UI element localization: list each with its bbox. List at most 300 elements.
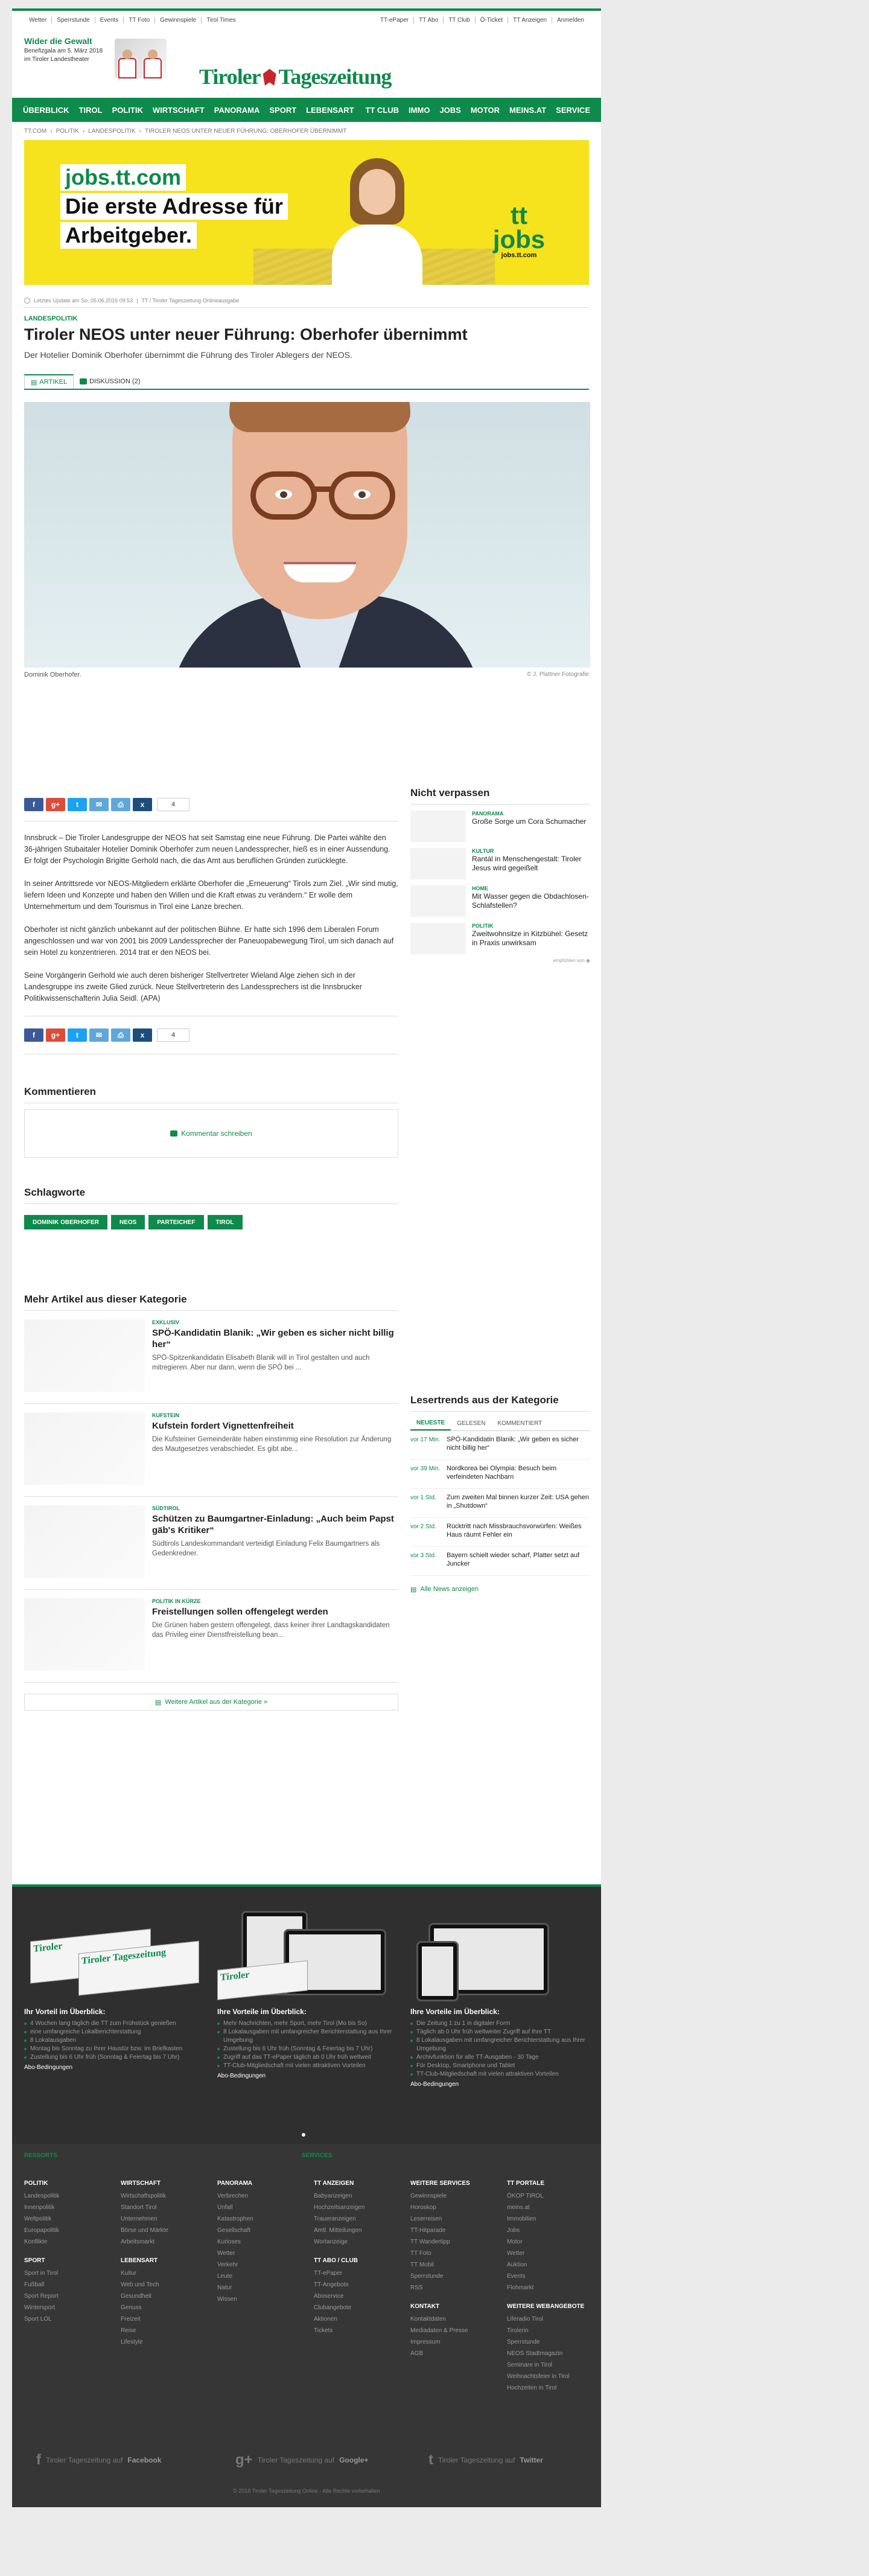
footer-link[interactable]: Unternehmen bbox=[121, 2216, 158, 2222]
footer-group-title[interactable]: TT PORTALE bbox=[507, 2180, 545, 2187]
main-nav-item[interactable]: TT CLUB bbox=[365, 105, 399, 115]
image-caption: Dominik Oberhofer. bbox=[24, 671, 81, 678]
footer-link[interactable]: Amtl. Mitteilungen bbox=[314, 2227, 362, 2234]
dont-miss-item[interactable] bbox=[410, 882, 590, 919]
footer-group-gap bbox=[24, 2248, 115, 2257]
jobs-banner-ad[interactable] bbox=[24, 140, 589, 285]
main-nav-right bbox=[360, 106, 595, 115]
dont-miss-item[interactable] bbox=[410, 844, 590, 882]
footer-link[interactable]: Jobs bbox=[507, 2227, 520, 2234]
more-article-content bbox=[152, 1412, 398, 1488]
promo-benefit: Montag bis Sonntag zu Ihrer Haustür bzw. im Briefkasten bbox=[24, 2045, 205, 2053]
recommended-by-label: empfohlen von bbox=[553, 958, 585, 963]
dont-miss-kicker: POLITIK bbox=[472, 923, 494, 929]
header-promo[interactable] bbox=[24, 36, 169, 92]
write-comment-button[interactable] bbox=[24, 1109, 398, 1158]
googleplus-share-button[interactable]: g+ bbox=[46, 798, 65, 811]
footer-link[interactable]: Babyanzeigen bbox=[314, 2193, 352, 2199]
footer-link[interactable]: meins.at bbox=[507, 2204, 530, 2211]
footer-column bbox=[410, 2180, 501, 2359]
footer-link[interactable]: Verkehr bbox=[217, 2262, 238, 2268]
main-nav-item[interactable]: ÜBERBLICK bbox=[23, 105, 69, 115]
more-article-kicker: POLITIK IN KÜRZE bbox=[152, 1598, 201, 1604]
footer-column bbox=[121, 2180, 211, 2348]
image-credit: © J. Plattner Fotografie bbox=[527, 671, 589, 678]
promo-benefit: Archivfunktion für alle TT-Ausgaben - 30 Tage bbox=[410, 2053, 591, 2062]
footer-group-gap bbox=[121, 2248, 211, 2257]
facebook-icon: f bbox=[36, 2452, 41, 2468]
email-share-button[interactable]: ✉ bbox=[89, 798, 109, 811]
page-container bbox=[12, 8, 601, 2507]
hero-glasses-bridge bbox=[315, 486, 331, 492]
article-kicker[interactable]: LANDESPOLITIK bbox=[24, 315, 78, 322]
dont-miss-item[interactable] bbox=[410, 919, 590, 957]
dont-miss-title: Nicht verpassen bbox=[410, 787, 590, 805]
topbar-link[interactable]: TT Abo bbox=[414, 17, 444, 24]
footer-group-title[interactable]: WEITERE SERVICES bbox=[410, 2180, 470, 2187]
dont-miss-content bbox=[472, 848, 590, 878]
footer-link[interactable]: Wetter bbox=[217, 2250, 235, 2257]
main-nav-item[interactable]: SERVICE bbox=[556, 105, 590, 115]
footer-link[interactable]: Flohmarkt bbox=[507, 2284, 534, 2291]
footer-link[interactable]: TT-Angebote bbox=[314, 2281, 349, 2288]
site-footer bbox=[12, 2144, 601, 2507]
footer-link[interactable]: TT Foto bbox=[410, 2250, 431, 2257]
dont-miss-thumbnail[interactable] bbox=[410, 885, 466, 917]
social-prefix: Tiroler Tageszeitung auf bbox=[257, 2456, 335, 2464]
tab-discussion-label: DISKUSSION (2) bbox=[89, 378, 141, 385]
footer-link[interactable]: Tirolerin bbox=[507, 2327, 529, 2334]
footer-link[interactable]: Weihnachtsfeier in Tirol bbox=[507, 2373, 570, 2380]
trends-item[interactable] bbox=[410, 1518, 590, 1547]
footer-link[interactable]: Natur bbox=[217, 2284, 232, 2291]
topbar-link[interactable]: Gewinnspiele bbox=[155, 17, 202, 24]
footer-link[interactable]: Hochzeitsanzeigen bbox=[314, 2204, 365, 2211]
footer-group-gap bbox=[507, 2294, 597, 2303]
promo-title: Wider die Gewalt bbox=[24, 36, 92, 46]
article-hero-image[interactable] bbox=[24, 402, 590, 668]
last-updated: Letztes Update am So, 05.06.2016 09:53 bbox=[34, 297, 133, 304]
tt-jobs-logo bbox=[483, 203, 555, 259]
footer-group-gap bbox=[314, 2248, 404, 2257]
article-paragraph: Seine Vorgängerin Gerhold wie auch deren bisheriger Stellvertreter Wieland Alge ziehen sich in der Landesgruppe ins zweite Glied zurück. Neue Stellvertreterin des Landessprechers ist die Innsbrucker Politikwissenschafterin Julia Seidl. (APA) bbox=[24, 971, 363, 1003]
dont-miss-thumbnail[interactable] bbox=[410, 811, 466, 842]
footer-link[interactable]: Kultur bbox=[121, 2270, 137, 2277]
article-paragraph: Innsbruck – Die Tiroler Landesgruppe der NEOS hat seit Samstag eine neue Führung. Die Partei wählte den 36-jährigen Stubaitaler Hotelier Dominik Oberhofer zum neuen Landessprecher, hieß es in einer Aussendung. Er folgt der Psychologin Brigitte Gerhold nach, die das Amt aus beruflichen Gründen zurücklegte. bbox=[24, 834, 390, 865]
article-body bbox=[24, 832, 398, 1004]
topbar-link[interactable]: TT Anzeigen bbox=[508, 17, 552, 24]
footer-link[interactable]: Freizeit bbox=[121, 2316, 141, 2323]
breadcrumb-item[interactable]: TT.COM bbox=[24, 127, 47, 135]
footer-link[interactable]: Börse und Märkte bbox=[121, 2227, 168, 2234]
dont-miss-content bbox=[472, 923, 590, 953]
trends-time: vor 3 Std. bbox=[410, 1552, 436, 1559]
abo-conditions-link[interactable]: Abo-Bedingungen bbox=[410, 2081, 459, 2088]
main-nav-item[interactable]: JOBS bbox=[439, 105, 461, 115]
footer-link[interactable]: Wetter bbox=[507, 2250, 525, 2257]
footer-link[interactable]: Tickets bbox=[314, 2327, 333, 2334]
footer-link[interactable]: Lifestyle bbox=[121, 2339, 143, 2345]
footer-group-title[interactable]: PANORAMA bbox=[217, 2180, 253, 2187]
promo-col-benefits bbox=[24, 2020, 205, 2062]
logo-right-text: Tageszeitung bbox=[278, 65, 392, 89]
dont-miss-title[interactable]: Große Sorge um Cora Schumacher bbox=[472, 817, 587, 826]
promo-benefit: eine umfangreiche Lokalberichterstattung bbox=[24, 2028, 205, 2036]
more-article-title[interactable]: Freistellungen sollen offengelegt werden bbox=[152, 1607, 328, 1617]
footer-link[interactable]: TT-Hitparade bbox=[410, 2227, 446, 2234]
social-prefix: Tiroler Tageszeitung auf bbox=[438, 2456, 515, 2464]
footer-link[interactable]: Landespolitik bbox=[24, 2193, 60, 2199]
banner-line-2: Die erste Adresse für bbox=[60, 193, 288, 220]
trends-item[interactable] bbox=[410, 1431, 590, 1460]
promo-col-title: Ihr Vorteil im Überblick: bbox=[24, 2007, 106, 2016]
breadcrumb-item[interactable]: LANDESPOLITIK bbox=[88, 127, 136, 135]
footer-link[interactable]: Sperrstunde bbox=[507, 2339, 540, 2345]
abo-conditions-link[interactable]: Abo-Bedingungen bbox=[217, 2073, 266, 2079]
tag-chip[interactable]: NEOS bbox=[111, 1215, 145, 1229]
more-article-teaser: Die Grünen haben gestern offengelegt, dass keiner ihrer Landtagskandidaten das Privileg einer Dienstfreistellung bean... bbox=[152, 1622, 390, 1639]
dont-miss-thumbnail[interactable] bbox=[410, 848, 466, 879]
trends-headline[interactable]: Rücktritt nach Missbrauchsvorwürfen: Weißes Haus räumt Fehler ein bbox=[447, 1523, 582, 1538]
twitter-icon: t bbox=[428, 2452, 433, 2468]
footer-link[interactable]: Clubangebote bbox=[314, 2304, 352, 2311]
print-button[interactable]: ⎙ bbox=[111, 1028, 130, 1042]
main-nav-item[interactable]: IMMO bbox=[409, 105, 430, 115]
reader-trends-list bbox=[410, 1431, 590, 1576]
footer-link[interactable]: Leserreisen bbox=[410, 2216, 442, 2222]
topbar-link[interactable]: TT-ePaper bbox=[375, 17, 414, 24]
facebook-share-button[interactable]: f bbox=[24, 1028, 43, 1042]
footer-link[interactable]: Mediadaten & Presse bbox=[410, 2327, 468, 2334]
email-share-button[interactable]: ✉ bbox=[89, 1028, 109, 1042]
breadcrumb-separator-icon: › bbox=[50, 127, 53, 135]
dont-miss-title[interactable]: Rantál in Menschengestalt: Tiroler Jesus wird gegeißelt bbox=[472, 855, 582, 872]
dont-miss-section bbox=[410, 787, 590, 963]
more-article-item[interactable] bbox=[24, 1590, 398, 1683]
topbar-link[interactable]: Wetter bbox=[24, 17, 52, 24]
footer-link[interactable]: NEOS Stadtmagazin bbox=[507, 2350, 563, 2357]
article-thumbnail[interactable] bbox=[24, 1319, 145, 1392]
promo-col-combo bbox=[217, 1911, 398, 2079]
promo-benefit: Mehr Nachrichten, mehr Sport, mehr Tirol (Mo bis So) bbox=[217, 2020, 398, 2028]
article-thumbnail[interactable] bbox=[24, 1412, 145, 1485]
social-network-name: Twitter bbox=[520, 2456, 543, 2464]
footer-link[interactable]: Wissen bbox=[217, 2296, 237, 2303]
article-paragraph: In seiner Antrittsrede vor NEOS-Mitgliedern erklärte Oberhofer die „Erneuerung“ Tirols zum Ziel. „Wir sind mutig, liefern Ideen und Konzepte und haben den Willen und die Kraft etwas zu verändern.“ Er wolle dem Unternehmertum und dem Tourismus in Tirol eine Lanze brechen. bbox=[24, 879, 398, 911]
footer-link[interactable]: AGB bbox=[410, 2350, 424, 2357]
more-article-teaser: Die Kufsteiner Gemeinderäte haben einstimmig eine Resolution zur Änderung des Mautgesetzes verabschiedet. Es gibt abe... bbox=[152, 1436, 392, 1453]
carousel-dot[interactable] bbox=[302, 2133, 305, 2137]
footer-link[interactable]: Seminare in Tirol bbox=[507, 2362, 553, 2368]
footer-link[interactable]: Gesellschaft bbox=[217, 2227, 251, 2234]
more-article-teaser: SPÖ-Spitzenkandidatin Elisabeth Blanik will in Tirol gestalten und auch mitregieren. Aber nur dann, wenn die SPÖ bei ... bbox=[152, 1354, 370, 1371]
banner-headline bbox=[60, 164, 288, 249]
print-button[interactable]: ⎙ bbox=[111, 798, 130, 811]
main-nav-item[interactable]: TIROL bbox=[78, 105, 103, 115]
trends-tab[interactable]: GELESEN bbox=[457, 1420, 486, 1427]
reader-trends-tabs bbox=[410, 1417, 590, 1431]
promo-col-benefits bbox=[217, 2020, 398, 2070]
topbar-link[interactable]: Tirol Times bbox=[206, 16, 236, 24]
topbar-left-nav bbox=[24, 17, 241, 24]
more-article-content bbox=[152, 1319, 398, 1395]
footer-link[interactable]: Arbeitsmarkt bbox=[121, 2239, 155, 2245]
trends-tab[interactable]: NEUESTE bbox=[410, 1417, 451, 1430]
reader-trends-section bbox=[410, 1394, 590, 1598]
main-nav-item[interactable]: MEINS.AT bbox=[509, 105, 547, 115]
trends-time: vor 39 Min. bbox=[410, 1465, 441, 1472]
footer-group-title[interactable]: TT ANZEIGEN bbox=[314, 2180, 354, 2187]
breadcrumb-item[interactable]: POLITIK bbox=[56, 127, 79, 135]
footer-link[interactable]: Wintersport bbox=[24, 2304, 56, 2311]
trends-time: vor 2 Std. bbox=[410, 1523, 436, 1530]
footer-link[interactable]: Horoskop bbox=[410, 2204, 436, 2211]
dont-miss-item[interactable] bbox=[410, 807, 590, 844]
main-nav-item[interactable]: MOTOR bbox=[470, 105, 500, 115]
more-article-item[interactable] bbox=[24, 1404, 398, 1497]
document-icon: ▤ bbox=[31, 378, 37, 386]
promo-benefit: Täglich ab 0 Uhr früh weltweiter Zugriff auf Ihre TT bbox=[410, 2028, 591, 2036]
facebook-footer-link[interactable] bbox=[36, 2452, 161, 2469]
footer-link[interactable]: Genuss bbox=[121, 2304, 142, 2311]
main-nav-item[interactable]: SPORT bbox=[269, 105, 297, 115]
more-articles-section bbox=[24, 1293, 398, 1710]
footer-link[interactable]: Reise bbox=[121, 2327, 136, 2334]
article-paragraph: Oberhofer ist nicht gänzlich unbekannt auf der politischen Bühne. Er hatte sich 1996 dem Liberalen Forum angeschlossen und war von 2001 bis 2009 Landessprecher der Paneuopabewegung Tirol, um sich danach auf sein Hotel zu konzentrieren. 2014 trat er den NEOS bei. bbox=[24, 925, 394, 957]
footer-section-ressorts: RESSORTS bbox=[24, 2152, 58, 2159]
trends-item[interactable] bbox=[410, 1547, 590, 1576]
footer-group-title[interactable]: LEBENSART bbox=[121, 2257, 158, 2264]
social-prefix: Tiroler Tageszeitung auf bbox=[46, 2456, 123, 2464]
twitter-footer-link[interactable] bbox=[428, 2452, 543, 2469]
footer-link[interactable]: Wirtschaftspolitik bbox=[121, 2193, 167, 2199]
tt-jobs-brand: tt jobs bbox=[492, 201, 546, 253]
footer-link[interactable]: Immobilien bbox=[507, 2216, 536, 2222]
footer-group-title[interactable]: WEITERE WEBANGEBOTE bbox=[507, 2303, 585, 2310]
footer-link[interactable]: ÖKOP TIROL bbox=[507, 2193, 544, 2199]
tag-chip[interactable]: TIROL bbox=[208, 1215, 243, 1229]
speech-bubble-icon bbox=[170, 1130, 177, 1137]
more-articles-button-label: Weitere Artikel aus der Kategorie » bbox=[165, 1698, 268, 1706]
promo-col-title: Ihre Vorteile im Überblick: bbox=[217, 2007, 307, 2016]
footer-link[interactable]: Wortanzeige bbox=[314, 2239, 348, 2245]
footer-link[interactable]: Kurioses bbox=[217, 2239, 241, 2245]
site-logo[interactable] bbox=[199, 64, 391, 89]
digital-devices-image bbox=[410, 1911, 591, 2001]
footer-link[interactable]: Traueranzeigen bbox=[314, 2216, 356, 2222]
footer-group-title[interactable]: POLITIK bbox=[24, 2180, 48, 2187]
topbar-link[interactable]: Ö-Ticket bbox=[476, 17, 508, 24]
clock-icon bbox=[24, 298, 30, 304]
footer-link[interactable]: Standort Tirol bbox=[121, 2204, 157, 2211]
twitter-share-button[interactable]: t bbox=[68, 798, 87, 811]
tab-article[interactable] bbox=[24, 374, 74, 389]
promo-head bbox=[148, 49, 158, 59]
main-nav-item[interactable]: LEBENSART bbox=[306, 105, 354, 115]
footer-link[interactable]: TT-ePaper bbox=[314, 2270, 343, 2277]
more-article-kicker: KUFSTEIN bbox=[152, 1412, 179, 1418]
footer-link[interactable]: Sperrstunde bbox=[410, 2273, 444, 2280]
footer-link[interactable]: Auktion bbox=[507, 2262, 527, 2268]
footer-link[interactable]: Katastrophen bbox=[217, 2216, 253, 2222]
banner-line-3: Arbeitgeber. bbox=[60, 222, 197, 249]
footer-link[interactable]: Hochzeiten in Tirol bbox=[507, 2385, 557, 2391]
eagle-icon bbox=[263, 69, 276, 86]
footer-group-title[interactable]: KONTAKT bbox=[410, 2303, 440, 2310]
share-bar-top bbox=[24, 798, 398, 811]
more-article-kicker: EXKLUSIV bbox=[152, 1319, 180, 1325]
twitter-share-button[interactable]: t bbox=[68, 1028, 87, 1042]
breadcrumb-separator-icon: › bbox=[139, 127, 141, 135]
newspaper-masthead: Tiroler Tageszeitung bbox=[81, 1947, 167, 1966]
trends-tab[interactable]: KOMMENTIERT bbox=[497, 1420, 543, 1427]
footer-link[interactable]: Events bbox=[507, 2273, 526, 2280]
footer-link[interactable]: Fußball bbox=[24, 2281, 45, 2288]
promo-text: Benefizgala am 5. März 2018 im Tiroler Landestheater bbox=[24, 48, 103, 63]
newspaper-masthead: Tiroler bbox=[220, 1969, 250, 1983]
xing-share-button[interactable]: x bbox=[133, 1028, 152, 1042]
newspaper-masthead: Tiroler bbox=[33, 1940, 63, 1954]
footer-link[interactable]: Kontaktdaten bbox=[410, 2316, 446, 2323]
footer-link[interactable]: Aboservice bbox=[314, 2293, 344, 2300]
main-nav-item[interactable]: POLITIK bbox=[112, 105, 143, 115]
more-article-item[interactable] bbox=[24, 1311, 398, 1404]
footer-link[interactable]: Unfall bbox=[217, 2204, 233, 2211]
main-nav-item[interactable]: WIRTSCHAFT bbox=[152, 105, 205, 115]
banner-person-image bbox=[326, 140, 428, 285]
footer-group-gap bbox=[410, 2294, 501, 2303]
footer-link[interactable]: Weltpolitik bbox=[24, 2216, 52, 2222]
trends-headline[interactable]: Nordkorea bei Olympia: Besuch beim verfeindeten Nachbarn bbox=[447, 1465, 557, 1481]
footer-link[interactable]: Leute bbox=[217, 2273, 233, 2280]
promo-image bbox=[115, 39, 167, 78]
trends-headline[interactable]: SPÖ-Kandidatin Blanik: „Wir geben es sicher nicht billig her“ bbox=[447, 1436, 579, 1452]
dont-miss-thumbnail[interactable] bbox=[410, 923, 466, 954]
footer-link[interactable]: RSS bbox=[410, 2284, 423, 2291]
main-column bbox=[24, 787, 398, 1710]
article-tabs bbox=[24, 374, 589, 390]
footer-link[interactable]: Aktionen bbox=[314, 2316, 337, 2323]
footer-link[interactable]: Sport LOL bbox=[24, 2316, 52, 2323]
banner-face bbox=[359, 169, 395, 215]
article-thumbnail[interactable] bbox=[24, 1598, 145, 1671]
more-article-item[interactable] bbox=[24, 1497, 398, 1590]
more-article-content bbox=[152, 1505, 398, 1581]
tab-article-label: ARTIKEL bbox=[39, 378, 68, 386]
article-lead: Der Hotelier Dominik Oberhofer übernimmt die Führung des Tiroler Ablegers der NEOS. bbox=[24, 350, 352, 360]
trends-item[interactable] bbox=[410, 1489, 590, 1518]
logo-left-text: Tiroler bbox=[199, 65, 261, 89]
footer-link[interactable]: Konflikte bbox=[24, 2239, 48, 2245]
all-news-label: Alle News anzeigen bbox=[420, 1586, 479, 1593]
footer-link[interactable]: Europapolitik bbox=[24, 2227, 59, 2234]
topbar-link[interactable]: Anmelden bbox=[556, 16, 584, 24]
carousel-dots bbox=[302, 2133, 305, 2137]
article-thumbnail[interactable] bbox=[24, 1505, 145, 1578]
googleplus-footer-link[interactable] bbox=[235, 2452, 368, 2469]
promo-benefit: Zugriff auf das TT-ePaper täglich ab 0 Uhr früh weltweit bbox=[217, 2053, 398, 2062]
footer-group-title[interactable]: SPORT bbox=[24, 2257, 45, 2264]
footer-link[interactable]: Liferadio Tirol bbox=[507, 2316, 544, 2323]
promo-head bbox=[123, 49, 132, 59]
promo-shirt bbox=[118, 58, 136, 78]
more-article-title[interactable]: SPÖ-Kandidatin Blanik: „Wir geben es sicher nicht billig her“ bbox=[152, 1328, 394, 1350]
trends-headline[interactable]: Bayern schielt wieder scharf, Platter setzt auf Juncker bbox=[447, 1552, 580, 1567]
footer-group-title[interactable]: TT ABO / CLUB bbox=[314, 2257, 358, 2264]
facebook-share-button[interactable]: f bbox=[24, 798, 43, 811]
footer-column bbox=[507, 2180, 597, 2394]
promo-benefit: TT-Club-Mitgliedschaft mit vielen attraktiven Vorteilen bbox=[410, 2070, 591, 2079]
footer-link[interactable]: Gewinnspiele bbox=[410, 2193, 447, 2199]
footer-link[interactable]: Innenpolitik bbox=[24, 2204, 55, 2211]
xing-share-button[interactable]: x bbox=[133, 798, 152, 811]
write-comment-label: Kommentar schreiben bbox=[181, 1129, 252, 1138]
dont-miss-title[interactable]: Mit Wasser gegen die Obdachlosen-Schlafstellen? bbox=[472, 892, 589, 910]
main-navigation bbox=[12, 98, 601, 122]
abo-conditions-link[interactable]: Abo-Bedingungen bbox=[24, 2064, 73, 2071]
googleplus-share-button[interactable]: g+ bbox=[46, 1028, 65, 1042]
promo-col-paper bbox=[24, 1911, 205, 2071]
social-network-name: Facebook bbox=[127, 2456, 162, 2464]
dont-miss-title[interactable]: Zweitwohnsitze in Kitzbühel: Gesetz in Praxis unwirksam bbox=[472, 929, 588, 947]
tag-chip[interactable]: PARTEICHEF bbox=[148, 1215, 203, 1229]
topbar-link[interactable]: Events bbox=[95, 17, 124, 24]
topbar-link[interactable]: Sperrstunde bbox=[52, 17, 95, 24]
devices-image bbox=[217, 1911, 398, 2001]
topbar bbox=[12, 11, 601, 29]
tab-discussion[interactable] bbox=[74, 374, 146, 389]
more-articles-title: Mehr Artikel aus dieser Kategorie bbox=[24, 1293, 398, 1311]
googleplus-icon: g+ bbox=[235, 2452, 253, 2468]
topbar-link[interactable]: TT Club bbox=[444, 17, 475, 24]
footer-link[interactable]: TT Mobil bbox=[410, 2262, 434, 2268]
device-screen bbox=[422, 1946, 453, 1996]
footer-link[interactable]: Sport Report bbox=[24, 2293, 59, 2300]
hero-eye-right bbox=[354, 489, 371, 499]
site-header bbox=[12, 29, 601, 98]
all-news-link[interactable] bbox=[410, 1581, 590, 1598]
breadcrumb-separator-icon: › bbox=[82, 127, 85, 135]
footer-link[interactable]: Impressum bbox=[410, 2339, 441, 2345]
share-bar-bottom bbox=[24, 1028, 398, 1042]
footer-link[interactable]: Motor bbox=[507, 2239, 523, 2245]
trends-headline[interactable]: Zum zweiten Mal binnen kurzer Zeit: USA gehen in „Shutdown“ bbox=[447, 1494, 590, 1510]
breadcrumb-item: TIROLER NEOS UNTER NEUER FÜHRUNG: OBERHOFER ÜBERNIMMT bbox=[144, 127, 347, 135]
tag-chip[interactable]: DOMINIK OBERHOFER bbox=[24, 1215, 107, 1229]
more-articles-button[interactable] bbox=[24, 1694, 398, 1710]
footer-link[interactable]: Verbrechen bbox=[217, 2193, 249, 2199]
tags-title: Schlagworte bbox=[24, 1187, 398, 1204]
main-nav-item[interactable]: PANORAMA bbox=[214, 105, 260, 115]
more-article-title[interactable]: Schützen zu Baumgartner-Einladung: „Auch beim Papst gäb's Kritiker“ bbox=[152, 1514, 394, 1535]
trends-item[interactable] bbox=[410, 1460, 590, 1489]
footer-link[interactable]: TT Wandertipp bbox=[410, 2239, 450, 2245]
footer-column bbox=[314, 2180, 404, 2336]
article-source: TT / Tiroler Tageszeitung Onlineausgabe bbox=[141, 297, 240, 304]
footer-link[interactable]: Gesundheit bbox=[121, 2293, 152, 2300]
promo-col-benefits bbox=[410, 2020, 591, 2079]
footer-link[interactable]: Sport in Tirol bbox=[24, 2270, 59, 2277]
footer-link[interactable]: Web und Tech bbox=[121, 2281, 159, 2288]
topbar-link[interactable]: TT Foto bbox=[124, 17, 155, 24]
more-article-title[interactable]: Kufstein fordert Vignettenfreiheit bbox=[152, 1421, 294, 1431]
dont-miss-list bbox=[410, 807, 590, 957]
promo-benefit: 8 Lokalausgaben mit umfangreicher Berichterstattung aus Ihrer Umgebung bbox=[217, 2028, 398, 2045]
footer-group-title[interactable]: WIRTSCHAFT bbox=[121, 2180, 161, 2187]
comments-title: Kommentieren bbox=[24, 1086, 398, 1103]
more-article-content bbox=[152, 1598, 398, 1674]
promo-benefit: 8 Lokalausgaben mit umfangreicher Berichterstattung aus Ihrer Umgebung bbox=[410, 2036, 591, 2053]
